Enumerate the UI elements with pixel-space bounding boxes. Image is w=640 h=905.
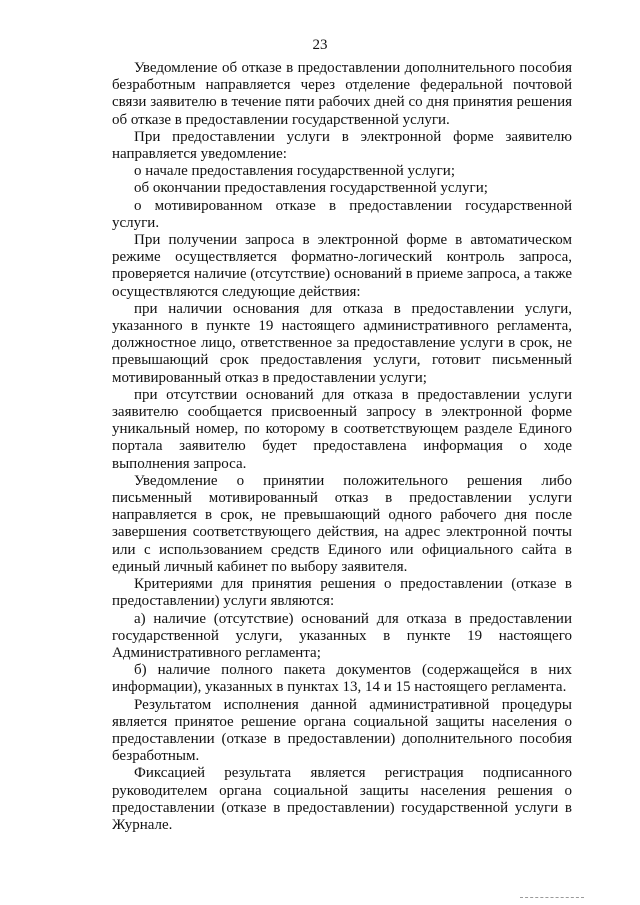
list-item-criterion-a: а) наличие (отсутствие) оснований для отказа в предоставлении государственной услуги, указанных в пункте 19 настоящего Административного регламента;	[112, 610, 572, 661]
paragraph-refusal-notice: Уведомление об отказе в предоставлении дополнительного пособия безработным направляется через отделение федеральной почтовой связи заявителю в течение пяти рабочих дней со дня принятия решения об отказе в предоставлении государственной услуги.	[112, 60, 572, 128]
paragraph-result: Результатом исполнения данной административной процедуры является принятое решение органа социальной защиты населения о предоставлении (отказе в предоставлении) дополнительного пособия безработным.	[112, 696, 572, 765]
scan-edge-mark	[520, 897, 584, 898]
list-item-end-notice: об окончании предоставления государственной услуги;	[134, 180, 488, 197]
paragraph-automatic-control: При получении запроса в электронной форме в автоматическом режиме осуществляется форматно-логический контроль запроса, проверяется наличие (отсутствие) оснований в приеме запроса, а также осуществляются следующие действия:	[112, 232, 572, 300]
paragraph-electronic-notice: При предоставлении услуги в электронной форме заявителю направляется уведомление:	[112, 128, 572, 163]
paragraph-decision-notice: Уведомление о принятии положительного решения либо письменный мотивированный отказ в предоставлении услуги направляется в срок, не превышающий одного рабочего дня после завершения соответствующего действия, на адрес электронной почты или с использованием средств Единого или официального сайта в единый личный кабинет по выбору заявителя.	[112, 472, 572, 575]
page-number: 23	[312, 37, 328, 53]
list-item-start-notice: о начале предоставления государственной услуги;	[134, 163, 455, 180]
paragraph-no-refusal-grounds: при отсутствии оснований для отказа в предоставлении услуги заявителю сообщается присвоенный запросу в электронной форме уникальный номер, по которому в соответствующем разделе Единого портала заявителю будет предоставлена информация о ходе выполнения запроса.	[112, 386, 572, 472]
paragraph-fixation: Фиксацией результата является регистрация подписанного руководителем органа социальной защиты населения решения о предоставлении (отказе в предоставлении) государственной услуги в Журнале.	[112, 765, 572, 833]
paragraph-refusal-grounds: при наличии основания для отказа в предоставлении услуги, указанного в пункте 19 настоящего административного регламента, должностное лицо, ответственное за предоставление услуги в срок, не превышающий срок предоставления услуги, готовит письменный мотивированный отказ в предоставлении услуги;	[112, 300, 572, 386]
document-body	[112, 60, 572, 834]
paragraph-criteria: Критериями для принятия решения о предоставлении (отказе в предоставлении) услуги являются:	[112, 576, 572, 610]
list-item-criterion-b: б) наличие полного пакета документов (содержащейся в них информации), указанных в пунктах 13, 14 и 15 настоящего регламента.	[112, 662, 572, 696]
list-item-refusal-notice: о мотивированном отказе в предоставлении государственной услуги.	[112, 197, 572, 231]
